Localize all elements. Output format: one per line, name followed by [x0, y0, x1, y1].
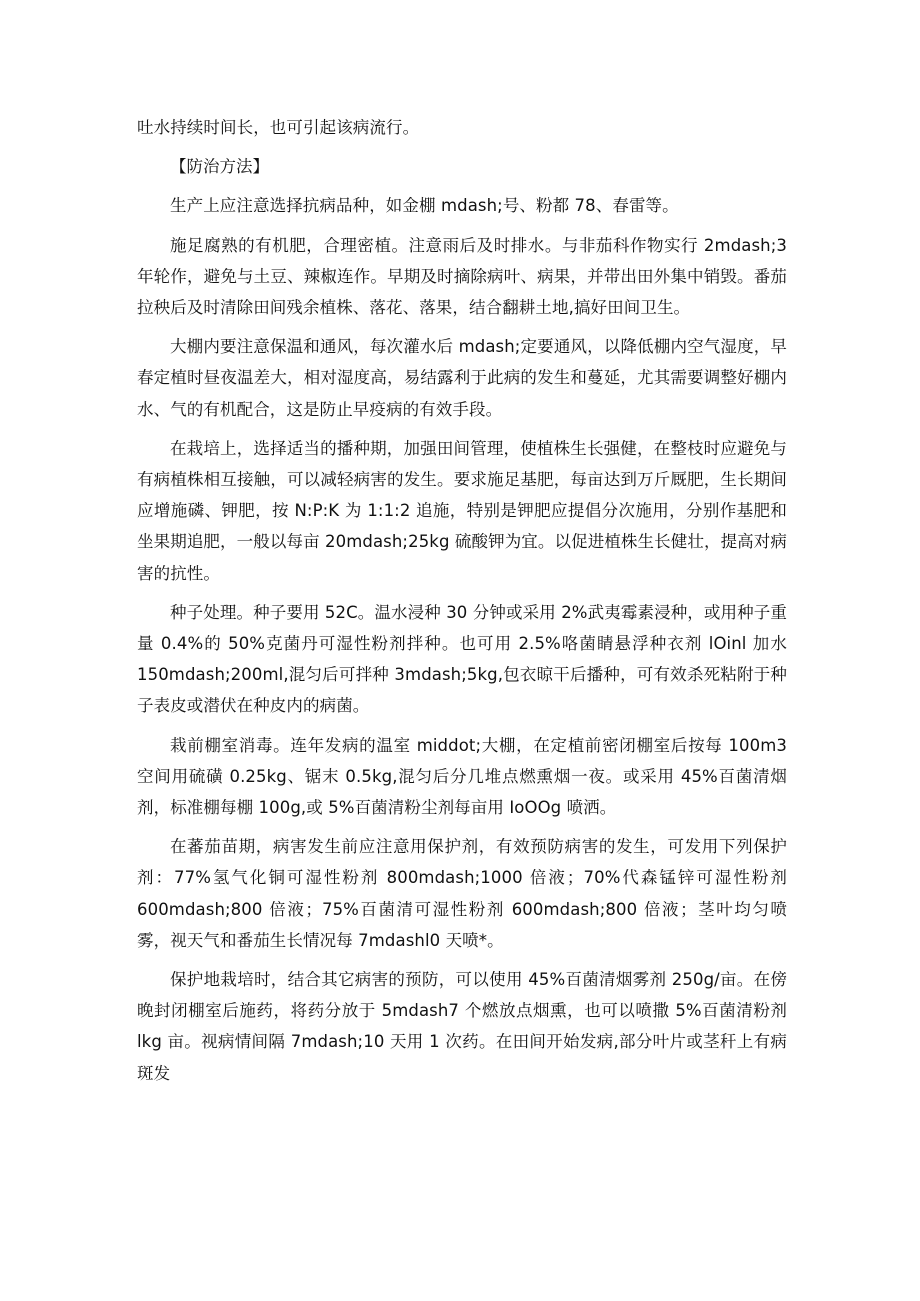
paragraph-resistant-varieties: 生产上应注意选择抗病品种，如金棚 mdash;号、粉都 78、春雷等。: [170, 196, 679, 216]
paragraph-continuation: 吐水持续时间长，也可引起该病流行。: [137, 118, 420, 137]
paragraph-greenhouse-disinfection: 栽前棚室消毒。连年发病的温室 middot;大棚，在定植前密闭棚室后按每 100m3 空间用硫磺 0.25kg、锯末 0.5kg,混匀后分几堆点燃熏烟一夜。或采用 45%百菌清烟剂，标准棚每棚 100g,或 5%百菌清粉尘剂每亩用 IoOOg 喷洒。: [137, 735, 787, 818]
paragraph-seed-treatment: 种子处理。种子要用 52C。温水浸种 30 分钟或采用 2%武夷霉素浸种，或用种子重量 0.4%的 50%克菌丹可湿性粉剂拌种。也可用 2.5%咯菌睛悬浮种衣剂 lOinl 加水 150mdash;200ml,混匀后可拌种 3mdash;5kg,包衣晾干后播种，可有效杀死粘附于种子表皮或潜伏在种皮内的病菌。: [137, 602, 787, 716]
paragraph-seedling-protection: 在蕃茄苗期，病害发生前应注意用保护剂，有效预防病害的发生，可发用下列保护剂：77%氢气化铜可湿性粉剂 800mdash;1000 倍液；70%代森锰锌可湿性粉剂 600mdash;800 倍液；75%百菌清可湿性粉剂 600mdash;800 倍液；茎叶均匀喷雾，视天气和番茄生长情况每 7mdashl0 天喷*。: [137, 837, 787, 950]
paragraph-greenhouse-ventilation: 大棚内要注意保温和通风，每次灌水后 mdash;定要通风，以降低棚内空气湿度，早春定植时昼夜温差大，相对湿度高，易结露利于此病的发生和蔓延，尤其需要调整好棚内水、气的有机配合，这是防止早疫病的有效手段。: [137, 337, 787, 419]
document-body: [137, 112, 787, 1097]
paragraph-fertilizer-rotation: 施足腐熟的有机肥，合理密植。注意雨后及时排水。与非茄科作物实行 2mdash;3 年轮作，避免与土豆、辣椒连作。早期及时摘除病叶、病果，并带出田外集中销毁。番茄拉秧后及时清除田间残余植株、落花、落果，结合翻耕土地,搞好田间卫生。: [137, 235, 787, 318]
paragraph-cultivation-management: 在栽培上，选择适当的播种期，加强田间管理，使植株生长强健，在整枝时应避免与有病植株相互接触，可以减轻病害的发生。要求施足基肥，每亩达到万斤厩肥，生长期间应增施磷、钾肥，按 N:P:K 为 1:1:2 追施，特别是钾肥应提倡分次施用，分别作基肥和坐果期追肥，一般以每亩 20mdash;25kg 硫酸钾为宜。以促进植株生长健壮，提高对病害的抗性。: [137, 438, 787, 583]
paragraph-protected-cultivation: 保护地栽培时，结合其它病害的预防，可以使用 45%百菌清烟雾剂 250g/亩。在傍晚封闭棚室后施药，将药分放于 5mdash7 个燃放点烟熏，也可以喷撒 5%百菌清粉剂 lkg 亩。视病情间隔 7mdash;10 天用 1 次药。在田间开始发病,部分叶片或茎秆上有病斑发: [137, 970, 787, 1083]
section-heading: 【防治方法】: [170, 157, 269, 177]
